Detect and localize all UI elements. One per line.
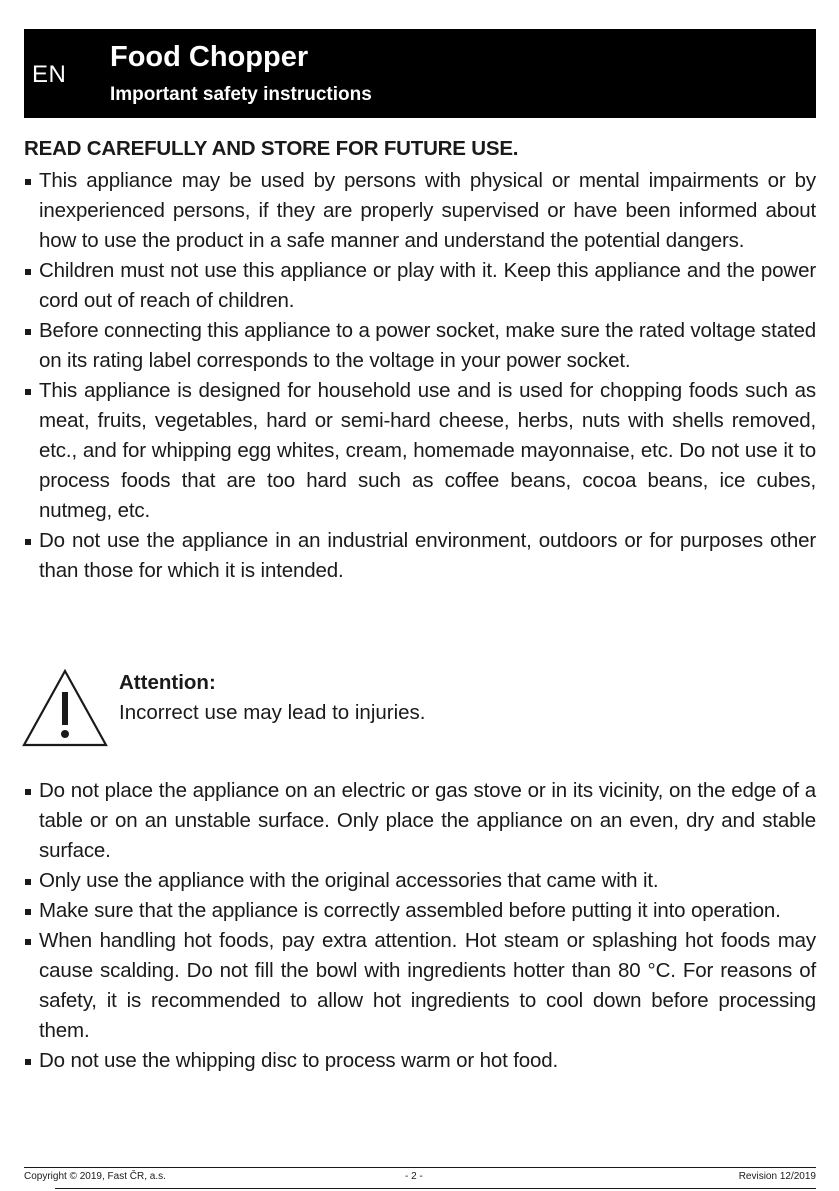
footer-divider	[24, 1167, 816, 1168]
list-item	[24, 166, 816, 256]
square-bullet-icon	[25, 269, 31, 275]
footer-copyright: Copyright © 2019, Fast ČR, a.s.	[24, 1171, 166, 1182]
list-item-text: Do not place the appliance on an electric or gas stove or in its vicinity, on the edge of a table or on an unstable surface. Only place the appliance on an even, dry and stable surface.	[39, 779, 816, 862]
document-title: Food Chopper	[110, 41, 309, 73]
square-bullet-icon	[25, 909, 31, 915]
list-item-text: This appliance may be used by persons with physical or mental impairments or by inexperienced persons, if they are properly supervised or have been informed about how to use the product in a safe manner and understand the potential dangers.	[39, 169, 816, 252]
list-item	[24, 316, 816, 376]
list-item	[24, 866, 816, 896]
list-item-text: Before connecting this appliance to a power socket, make sure the rated voltage stated on its rating label corresponds to the voltage in your power socket.	[39, 319, 816, 372]
warning-title: Attention:	[119, 671, 216, 694]
footer-bottom-rule	[55, 1188, 816, 1189]
warning-text: Incorrect use may lead to injuries.	[119, 701, 426, 724]
list-item-text: This appliance is designed for household use and is used for chopping foods such as meat, fruits, vegetables, hard or semi-hard cheese, herbs, nuts with shells removed, etc., and for whipping egg whites, cream, homemade mayonnaise, etc. Do not use it to process foods that are too hard such as coffee beans, cocoa beans, ice cubes, nutmeg, etc.	[39, 379, 816, 522]
intro-heading: READ CAREFULLY AND STORE FOR FUTURE USE.	[24, 137, 519, 160]
square-bullet-icon	[25, 879, 31, 885]
list-item	[24, 526, 816, 586]
list-item-text: Do not use the whipping disc to process warm or hot food.	[39, 1049, 559, 1072]
list-item	[24, 896, 816, 926]
footer-page-number: - 2 -	[405, 1171, 423, 1182]
square-bullet-icon	[25, 539, 31, 545]
revision-value: 12/2019	[779, 1171, 816, 1182]
list-item-text: Only use the appliance with the original accessories that came with it.	[39, 869, 659, 892]
list-item	[24, 776, 816, 866]
list-item	[24, 926, 816, 1046]
list-item-text: When handling hot foods, pay extra attention. Hot steam or splashing hot foods may cause scalding. Do not fill the bowl with ingredients hotter than 80 °C. For reasons of safety, it is recommended to allow hot ingredients to cool down before processing them.	[39, 929, 816, 1042]
warning-triangle-icon	[22, 668, 108, 748]
list-item-text: Make sure that the appliance is correctly assembled before putting it into operation.	[39, 899, 781, 922]
header-bar	[24, 29, 816, 118]
square-bullet-icon	[25, 179, 31, 185]
square-bullet-icon	[25, 389, 31, 395]
language-code: EN	[32, 61, 67, 88]
document-subtitle: Important safety instructions	[110, 84, 372, 105]
square-bullet-icon	[25, 1059, 31, 1065]
list-item	[24, 1046, 816, 1076]
list-item	[24, 256, 816, 316]
footer-revision	[739, 1171, 816, 1182]
instructions-list-1	[24, 166, 816, 586]
square-bullet-icon	[25, 789, 31, 795]
list-item-text: Children must not use this appliance or play with it. Keep this appliance and the power cord out of reach of children.	[39, 259, 816, 312]
square-bullet-icon	[25, 939, 31, 945]
instructions-list-2	[24, 776, 816, 1076]
square-bullet-icon	[25, 329, 31, 335]
revision-label: Revision	[738, 1171, 778, 1182]
list-item	[24, 376, 816, 526]
warning-box	[22, 668, 622, 750]
list-item-text: Do not use the appliance in an industrial environment, outdoors or for purposes other than those for which it is intended.	[39, 529, 816, 582]
